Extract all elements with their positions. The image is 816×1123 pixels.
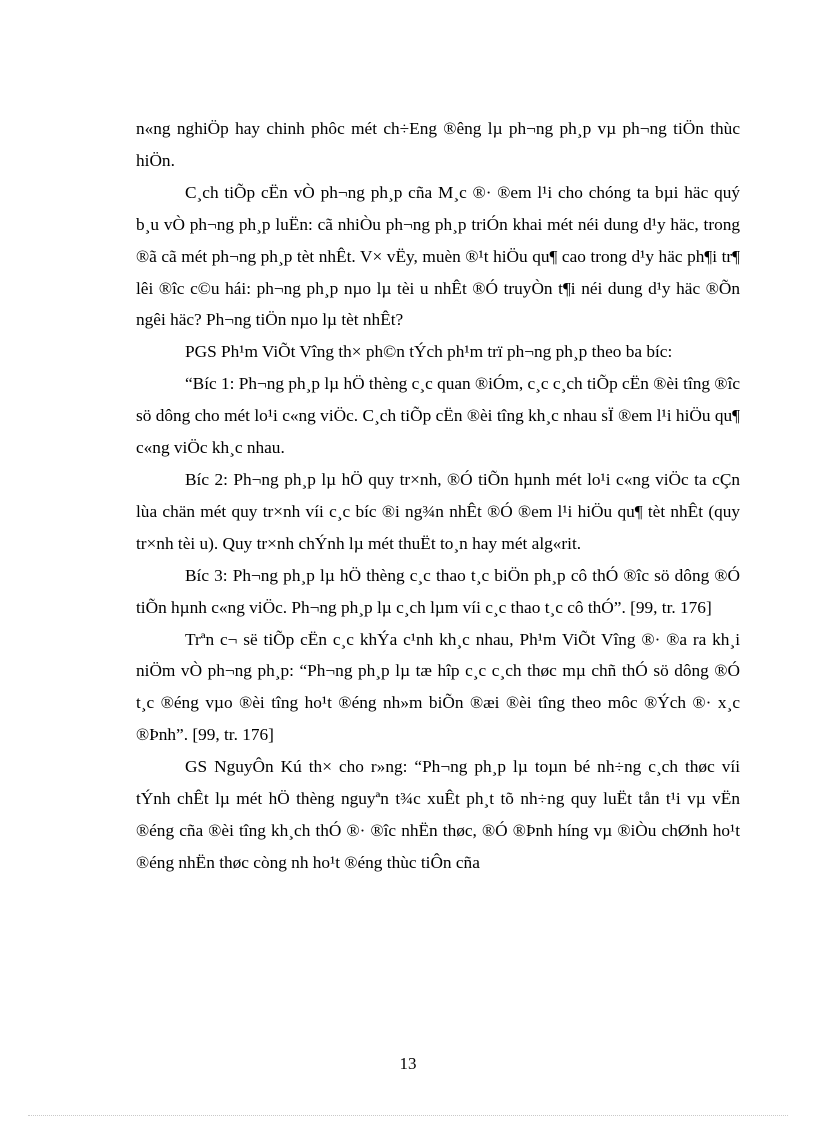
paragraph-step-1: “Bíc 1: Ph¬ng ph¸p lµ hÖ thèng c¸c quan ®iÓm, c¸c c¸ch tiÕp cËn ®èi tîng ®îc sö dông cho mét lo¹i c«ng viÖc. C¸ch tiÕp cËn ®èi tîng kh¸c nhau sÏ ®em l¹i hiÖu qu¶ c«ng viÖc kh¸c nhau.: [136, 374, 740, 458]
paragraph-step-2: Bíc 2: Ph¬ng ph¸p lµ hÖ quy tr×nh, ®Ó tiÕn hµnh mét lo¹i c«ng viÖc ta cÇn lùa chän mét quy tr×nh víi c¸c bíc ®i ng¾n nhÊt ®Ó ®em l¹i hiÖu qu¶ tèt nhÊt (quy tr×nh tèi u). Quy tr×nh chÝnh lµ mét thuËt to¸n hay mét alg«rit.: [136, 469, 740, 553]
paragraph-marx-approach: C¸ch tiÕp cËn vÒ ph¬ng ph¸p cña M¸c ®· ®em l¹i cho chóng ta bµi häc quý b¸u vÒ ph¬ng ph¸p luËn: cã nhiÒu ph¬ng ph¸p triÓn khai mét néi dung d¹y häc, trong ®ã cã mét ph¬ng ph¸p tèt nhÊt. V× vËy, muèn ®¹t hiÖu qu¶ cao trong d¹y häc ph¶i tr¶ lêi ®îc c©u hái: ph¬ng ph¸p nµo lµ tèi u nhÊt ®Ó truyÒn t¶i néi dung d¹y häc ®Õn ngêi häc? Ph¬ng tiÖn nµo lµ tèt nhÊt?: [136, 182, 740, 330]
paragraph-three-steps-intro: PGS Ph¹m ViÕt Vîng th× ph©n tÝch ph¹m trï ph¬ng ph¸p theo ba bíc:: [185, 342, 673, 362]
body-text: [136, 113, 740, 879]
paragraph-nguyen-ky: GS NguyÔn Kú th× cho r»ng: “Ph¬ng ph¸p lµ toµn bé nh÷ng c¸ch thøc víi tÝnh chÊt lµ mét hÖ thèng nguyªn t¾c xuÊt ph¸t tõ nh÷ng quy luËt tån t¹i vµ vËn ®éng cña ®èi tîng kh¸ch thÓ ®· ®îc nhËn thøc, ®Ó ®Þnh híng vµ ®iÒu chØnh ho¹t ®éng nhËn thøc còng nh ho¹t ®éng thùc tiÔn cña: [136, 757, 740, 872]
page-number: 13: [399, 1054, 417, 1073]
paragraph-definition: Trªn c¬ së tiÕp cËn c¸c khÝa c¹nh kh¸c nhau, Ph¹m ViÕt Vîng ®· ®a ra kh¸i niÖm vÒ ph¬ng ph¸p: “Ph¬ng ph¸p lµ tæ hîp c¸c c¸ch thøc mµ chñ thÓ sö dông ®Ó t¸c ®éng vµo ®èi tîng ho¹t ®éng nh»m biÕn ®æi ®èi tîng theo môc ®Ých ®· x¸c ®Þnh”. [99, tr. 176]: [136, 629, 740, 745]
page-bottom-divider: [28, 1115, 788, 1116]
paragraph-continuation: n«ng nghiÖp hay chinh phôc mét ch÷Eng ®êng lµ ph¬ng ph¸p vµ ph¬ng tiÖn thùc hiÖn.: [136, 119, 740, 170]
paragraph-step-3: Bíc 3: Ph¬ng ph¸p lµ hÖ thèng c¸c thao t¸c biÖn ph¸p cô thÓ ®îc sö dông ®Ó tiÕn hµnh c«ng viÖc. Ph¬ng ph¸p lµ c¸ch lµm víi c¸c thao t¸c cô thÓ”. [99, tr. 176]: [136, 565, 740, 617]
